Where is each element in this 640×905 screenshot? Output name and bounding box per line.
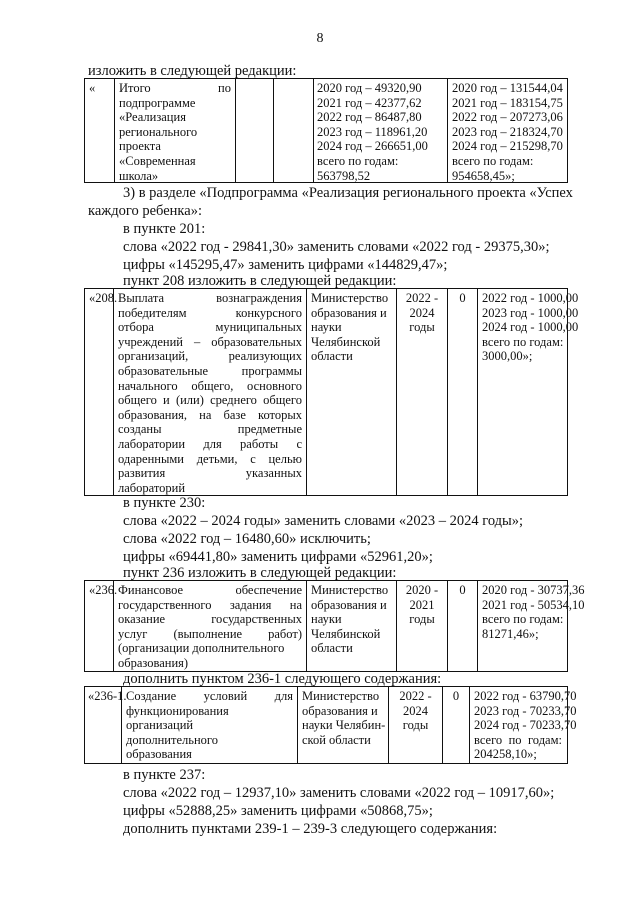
item-208-number: «208. xyxy=(89,291,118,305)
item-208-funds: 2022 год - 1000,00 2023 год - 1000,00 2024 год - 1000,00 всего по годам: 3000,00»; xyxy=(482,291,579,364)
item-236-zero: 0 xyxy=(459,583,466,597)
p2361-intro: дополнить пунктом 236-1 следующего содержания: xyxy=(123,671,442,687)
p208-intro: пункт 208 изложить в следующей редакции: xyxy=(123,273,397,289)
item-236-1-executor: Министерство образования и науки Челябин- ской области xyxy=(302,689,386,747)
p230-line3: цифры «69441,80» заменить цифрами «52961,20»; xyxy=(123,549,433,565)
p201-line1: слова «2022 год - 29841,30» заменить словами «2022 год - 29375,30»; xyxy=(123,239,550,255)
p230-line2: слова «2022 год – 16480,60» исключить; xyxy=(123,531,371,547)
p236-intro: пункт 236 изложить в следующей редакции: xyxy=(123,565,397,581)
table1-funds-old: 2020 год – 49320,90 2021 год – 42377,62 2022 год – 86487,80 2023 год – 118961,20 2024 год – 266651,00 всего по годам: 563798,52 xyxy=(317,81,428,183)
item-236-number: «236. xyxy=(89,583,118,597)
p230-line1: слова «2022 – 2024 годы» заменить словами «2023 – 2024 годы»; xyxy=(123,513,524,529)
p237-line2: цифры «52888,25» заменить цифрами «50868,75»; xyxy=(123,803,433,819)
p201-title: в пункте 201: xyxy=(123,221,206,237)
item-208-description: Выплата вознаграждения победителям конкурсного отбора муниципальных учреждений – образовательных организаций, реализующих образовательные программы начального общего, основного общего и (или) среднего общего образования, на базе которых созданы предметные лаборатории для работы с одаренными детьми, с целью развития указанных лабораторий xyxy=(118,291,302,495)
p237-title: в пункте 237: xyxy=(123,767,206,783)
item-236-description: Финансовое обеспечение государственного задания на оказание государственных услуг (выполнение работ) (организации дополнительного образования) xyxy=(118,583,302,670)
page-number: 8 xyxy=(316,31,324,46)
table-subprogram-total xyxy=(84,78,568,183)
item-208-executor: Министерство образования и науки Челябинской области xyxy=(311,291,389,364)
p230-title: в пункте 230: xyxy=(123,495,206,511)
section-3-heading-cont: каждого ребенка»: xyxy=(88,203,202,219)
item-236-1-funds: 2022 год - 63790,70 2023 год - 70233,70 2024 год - 70233,70 всего по годам: 204258,10»; xyxy=(474,689,577,762)
table-item-208 xyxy=(84,288,579,496)
item-236-1-zero: 0 xyxy=(452,689,460,703)
table-item-236 xyxy=(84,580,585,672)
item-236-1-number: «236-1. xyxy=(88,689,127,703)
intro-text: изложить в следующей редакции: xyxy=(88,63,297,79)
item-236-executor: Министерство образования и науки Челябинской области xyxy=(311,583,389,656)
table1-funds-new: 2020 год – 131544,04 2021 год – 183154,75 2022 год – 207273,06 2023 год – 218324,70 2024 год – 215298,70 всего по годам: 954658,45»; xyxy=(452,81,563,183)
section-3-heading: 3) в разделе «Подпрограмма «Реализация регионального проекта «Успех xyxy=(123,185,573,201)
p237-line3: дополнить пунктами 239-1 – 239-3 следующего содержания: xyxy=(123,821,498,837)
item-208-years: 2022 - 2024 годы xyxy=(405,291,439,335)
item-208-zero: 0 xyxy=(459,291,466,305)
table1-label: Итого по подпрограмме «Реализация регионального проекта «Современная школа» xyxy=(119,81,231,183)
table1-col0: « xyxy=(89,81,96,95)
table-item-236-1 xyxy=(84,686,577,764)
p237-line1: слова «2022 год – 12937,10» заменить словами «2022 год – 10917,60»; xyxy=(123,785,555,801)
item-236-1-years: 2022 - 2024 годы xyxy=(399,689,432,733)
item-236-years: 2020 - 2021 годы xyxy=(405,583,439,627)
p201-line2: цифры «145295,47» заменить цифрами «144829,47»; xyxy=(123,257,448,273)
item-236-funds: 2020 год - 30737,36 2021 год - 50534,10 всего по годам: 81271,46»; xyxy=(482,583,585,641)
item-236-1-description: Создание условий для функционирования организаций дополнительного образования xyxy=(126,689,293,762)
